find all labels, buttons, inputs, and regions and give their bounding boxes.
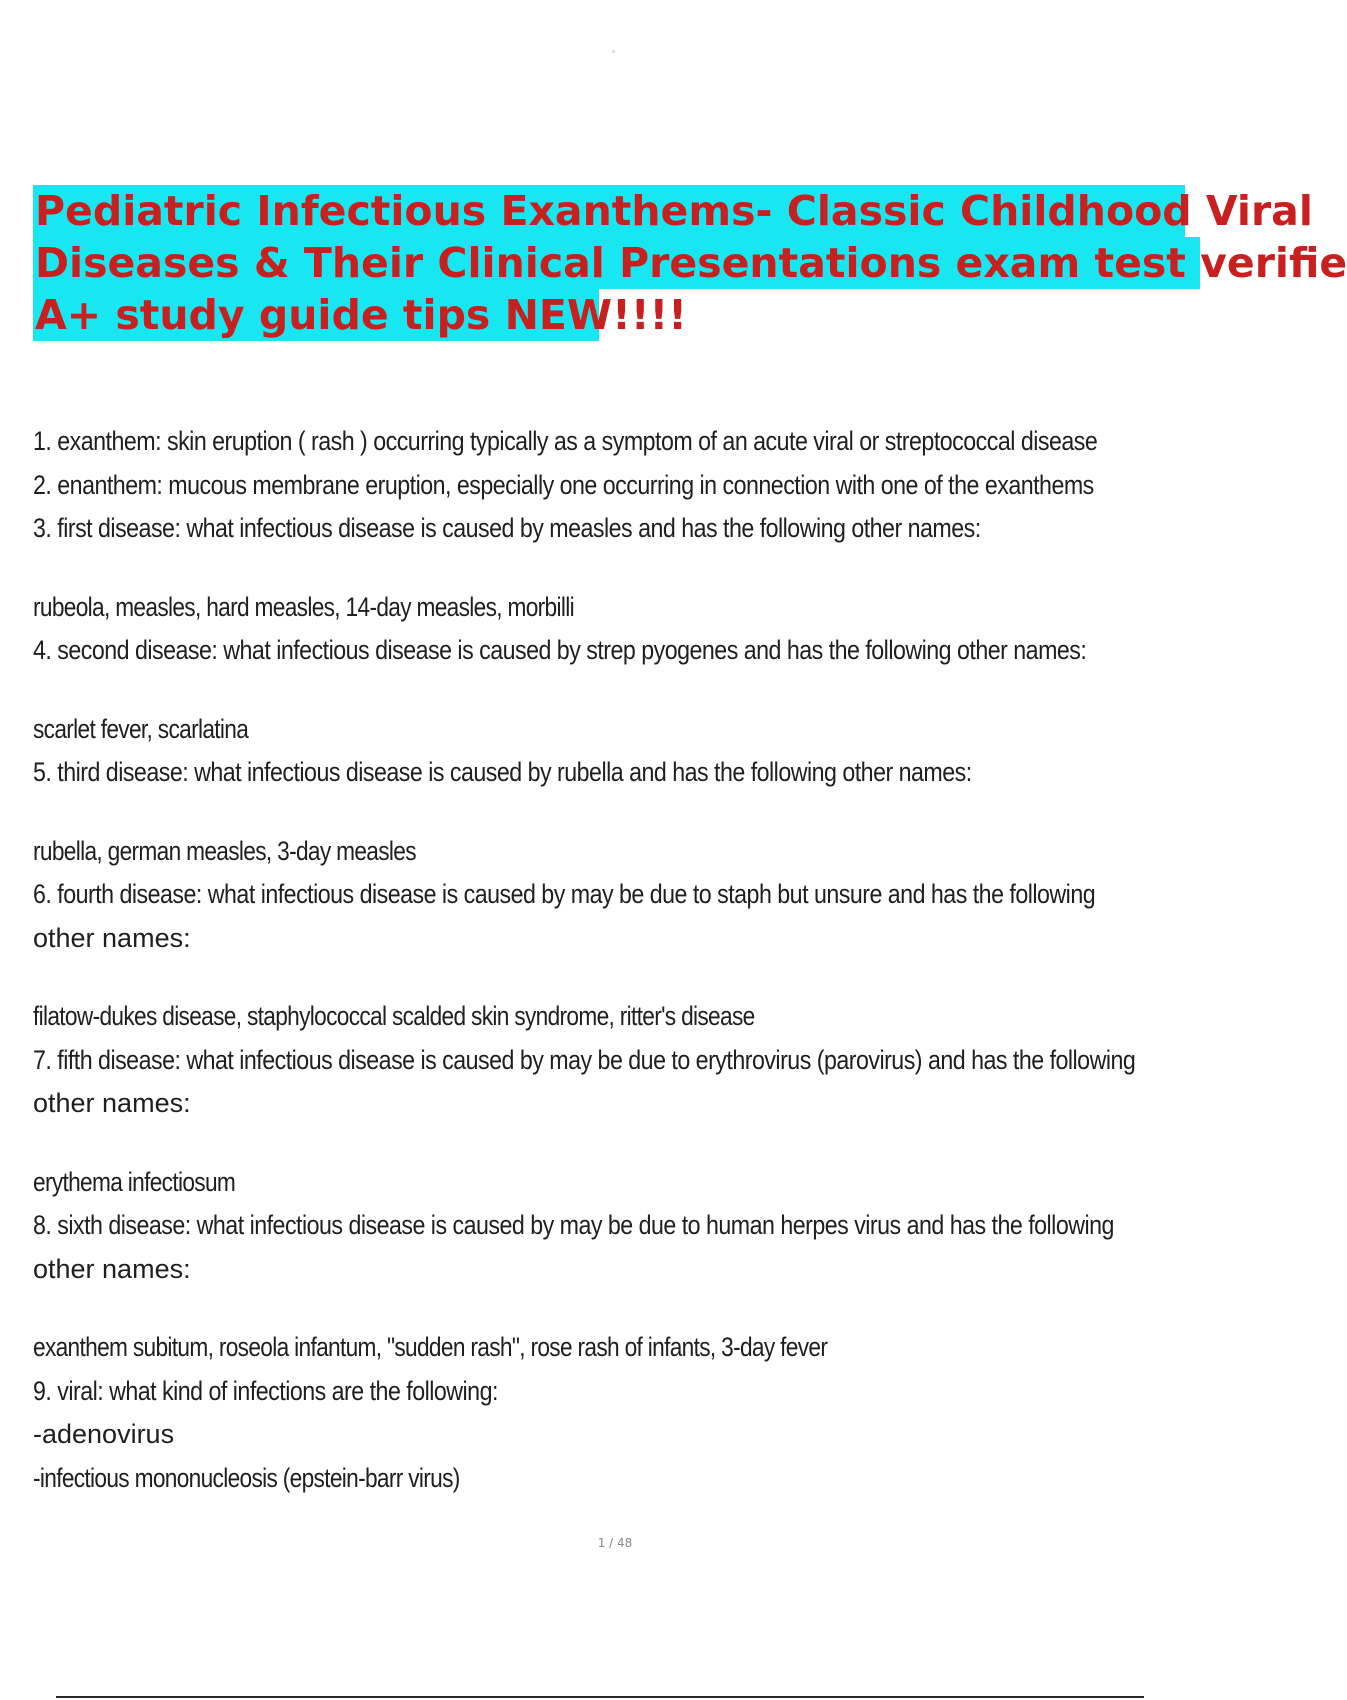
item-3-question: 3. first disease: what infectious disease is caused by measles and has the following other names: — [33, 513, 981, 543]
item-4-answer: scarlet fever, scarlatina — [33, 713, 249, 744]
item-3-answer: rubeola, measles, hard measles, 14-day measles, morbilli — [33, 591, 574, 622]
item-8-question: 8. sixth disease: what infectious disease is caused by may be due to human herpes virus and has the following — [33, 1210, 1114, 1240]
item-9-answer-1: -adenovirus — [33, 1419, 175, 1449]
item-7-question: 7. fifth disease: what infectious disease is caused by may be due to erythrovirus (parovirus) and has the following — [33, 1044, 1136, 1075]
title-line-2: Diseases & Their Clinical Presentations exam test verifie — [35, 239, 1347, 287]
item-8-answer: exanthem subitum, roseola infantum, "sudden rash", rose rash of infants, 3-day fever — [33, 1332, 828, 1362]
document-title — [33, 185, 1347, 341]
item-6-answer: filatow-dukes disease, staphylococcal scalded skin syndrome, ritter's disease — [33, 1001, 755, 1031]
item-2-line: 2. enanthem: mucous membrane eruption, especially one occurring in connection with one of the exanthems — [33, 469, 1094, 500]
item-5-answer: rubella, german measles, 3-day measles — [33, 835, 416, 866]
bottom-divider — [56, 1696, 1144, 1698]
item-9-answer-2: -infectious mononucleosis (epstein-barr virus) — [33, 1462, 460, 1493]
item-9-question: 9. viral: what kind of infections are the following: — [33, 1375, 498, 1406]
item-6-question: 6. fourth disease: what infectious disease is caused by may be due to staph but unsure and has the following — [33, 879, 1096, 909]
item-7-answer: erythema infectiosum — [33, 1166, 236, 1197]
scan-speck — [612, 50, 615, 53]
page-number: 1 / 48 — [597, 1536, 633, 1550]
document-body — [33, 420, 1193, 1500]
title-line-1: Pediatric Infectious Exanthems- Classic Childhood Viral — [35, 187, 1313, 235]
item-1-line: 1. exanthem: skin eruption ( rash ) occurring typically as a symptom of an acute viral or streptococcal disease — [33, 426, 1098, 456]
item-4-question: 4. second disease: what infectious disease is caused by strep pyogenes and has the following other names: — [33, 635, 1087, 665]
item-7-question-cont: other names: — [33, 1088, 191, 1118]
item-8-question-cont: other names: — [33, 1253, 191, 1284]
title-line-3: A+ study guide tips NEW!!!! — [35, 291, 687, 339]
item-5-question: 5. third disease: what infectious disease is caused by rubella and has the following other names: — [33, 757, 972, 787]
item-6-question-cont: other names: — [33, 922, 191, 953]
